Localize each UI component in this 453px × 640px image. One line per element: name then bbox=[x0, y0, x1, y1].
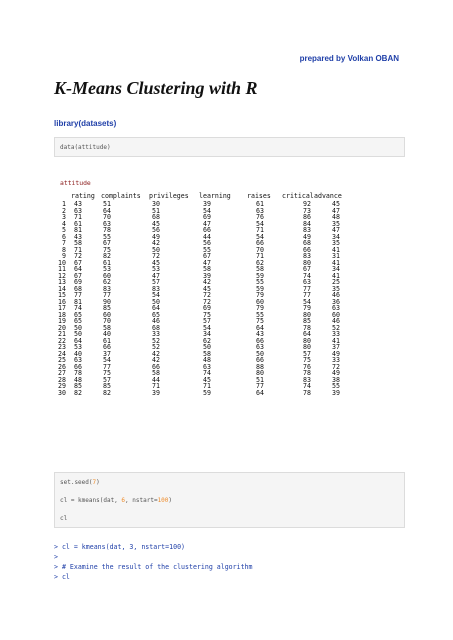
table-cell: 86 bbox=[303, 213, 311, 221]
row-index: 10 bbox=[58, 258, 66, 267]
table-cell: 71 bbox=[74, 213, 82, 221]
table-cell: 57 bbox=[103, 375, 111, 384]
table-header-cell: privileges bbox=[149, 192, 189, 200]
row-index: 11 bbox=[58, 265, 66, 273]
table-cell: 54 bbox=[303, 297, 311, 306]
table-cell: 71 bbox=[203, 382, 211, 390]
table-cell: 88 bbox=[256, 362, 264, 371]
table-cell: 33 bbox=[332, 356, 340, 364]
table-cell: 42 bbox=[152, 356, 160, 364]
table-cell: 57 bbox=[303, 349, 311, 358]
table-cell: 78 bbox=[303, 369, 311, 377]
row-index: 23 bbox=[58, 343, 66, 351]
console-line: > cl = kmeans(dat, 3, nstart=100) bbox=[54, 543, 186, 551]
table-cell: 40 bbox=[103, 330, 111, 338]
table-cell: 58 bbox=[203, 265, 211, 273]
row-index: 14 bbox=[58, 284, 66, 293]
table-cell: 74 bbox=[203, 369, 211, 377]
table-cell: 50 bbox=[74, 330, 82, 338]
table-cell: 49 bbox=[152, 232, 160, 241]
table-cell: 74 bbox=[74, 304, 82, 312]
table-cell: 66 bbox=[256, 356, 264, 364]
table-cell: 66 bbox=[303, 245, 311, 254]
table-cell: 62 bbox=[203, 336, 211, 345]
table-header-cell: complaints bbox=[101, 192, 141, 200]
row-index: 17 bbox=[58, 304, 66, 312]
table-cell: 58 bbox=[74, 239, 82, 247]
table-cell: 60 bbox=[332, 310, 340, 319]
table-cell: 53 bbox=[103, 265, 111, 273]
code-kmeans-a: cl = kmeans(dat, bbox=[60, 497, 122, 504]
table-cell: 41 bbox=[332, 245, 340, 254]
table-cell: 49 bbox=[332, 369, 340, 377]
table-cell: 56 bbox=[152, 226, 160, 234]
table-cell: 64 bbox=[256, 323, 264, 332]
table-cell: 25 bbox=[332, 278, 340, 286]
table-cell: 77 bbox=[74, 291, 82, 299]
row-index: 16 bbox=[58, 297, 66, 306]
table-cell: 63 bbox=[203, 362, 211, 371]
row-index: 5 bbox=[62, 226, 66, 234]
table-cell: 43 bbox=[256, 330, 264, 338]
table-cell: 75 bbox=[203, 310, 211, 319]
table-cell: 77 bbox=[103, 291, 111, 299]
table-cell: 60 bbox=[103, 271, 111, 280]
table-cell: 71 bbox=[152, 382, 160, 390]
table-cell: 34 bbox=[332, 265, 340, 273]
table-cell: 54 bbox=[203, 323, 211, 332]
table-cell: 49 bbox=[303, 232, 311, 241]
table-cell: 55 bbox=[103, 232, 111, 241]
table-cell: 65 bbox=[74, 310, 82, 319]
row-index: 24 bbox=[58, 349, 66, 358]
table-cell: 92 bbox=[303, 200, 311, 208]
table-cell: 80 bbox=[303, 343, 311, 351]
page-title: K-Means Clustering with R bbox=[54, 78, 258, 98]
table-cell: 79 bbox=[303, 304, 311, 312]
table-cell: 68 bbox=[74, 284, 82, 293]
table-cell: 69 bbox=[203, 304, 211, 312]
console-line: > # Examine the result of the clustering algorithm bbox=[54, 563, 253, 571]
table-cell: 47 bbox=[332, 226, 340, 234]
table-cell: 64 bbox=[103, 206, 111, 215]
table-cell: 33 bbox=[332, 330, 340, 338]
table-cell: 49 bbox=[332, 349, 340, 358]
table-cell: 67 bbox=[74, 271, 82, 280]
table-cell: 48 bbox=[74, 375, 82, 384]
table-cell: 82 bbox=[103, 252, 111, 260]
table-cell: 63 bbox=[256, 343, 264, 351]
table-cell: 72 bbox=[332, 362, 340, 371]
table-cell: 42 bbox=[152, 349, 160, 358]
row-index: 30 bbox=[58, 388, 66, 397]
table-cell: 50 bbox=[203, 343, 211, 351]
table-header-cell: rating bbox=[71, 192, 95, 200]
table-cell: 71 bbox=[256, 252, 264, 260]
row-index: 12 bbox=[58, 271, 66, 280]
table-header-cell: raises bbox=[247, 192, 271, 200]
table-cell: 63 bbox=[74, 356, 82, 364]
row-index: 28 bbox=[58, 375, 66, 384]
table-cell: 31 bbox=[332, 252, 340, 260]
table-cell: 35 bbox=[332, 284, 340, 293]
table-cell: 58 bbox=[256, 265, 264, 273]
table-cell: 66 bbox=[203, 226, 211, 234]
table-cell: 58 bbox=[103, 323, 111, 332]
table-cell: 50 bbox=[152, 297, 160, 306]
table-cell: 67 bbox=[74, 258, 82, 267]
table-cell: 77 bbox=[303, 284, 311, 293]
table-cell: 79 bbox=[256, 304, 264, 312]
table-cell: 64 bbox=[256, 388, 264, 397]
table-cell: 67 bbox=[103, 239, 111, 247]
table-cell: 85 bbox=[303, 317, 311, 325]
table-cell: 41 bbox=[332, 271, 340, 280]
table-cell: 50 bbox=[256, 349, 264, 358]
table-cell: 66 bbox=[103, 343, 111, 351]
row-index: 26 bbox=[58, 362, 66, 371]
table-cell: 51 bbox=[256, 375, 264, 384]
table-cell: 72 bbox=[203, 291, 211, 299]
row-index: 3 bbox=[62, 213, 66, 221]
table-cell: 75 bbox=[103, 245, 111, 254]
table-cell: 55 bbox=[332, 382, 340, 390]
table-cell: 64 bbox=[152, 304, 160, 312]
table-cell: 83 bbox=[303, 252, 311, 260]
table-cell: 39 bbox=[203, 271, 211, 280]
row-index: 6 bbox=[62, 232, 66, 241]
table-cell: 30 bbox=[152, 200, 160, 208]
table-cell: 35 bbox=[332, 239, 340, 247]
table-cell: 76 bbox=[256, 213, 264, 221]
table-cell: 57 bbox=[203, 317, 211, 325]
table-cell: 45 bbox=[152, 219, 160, 228]
table-cell: 59 bbox=[256, 284, 264, 293]
table-cell: 43 bbox=[74, 200, 82, 208]
table-cell: 60 bbox=[103, 310, 111, 319]
table-cell: 54 bbox=[256, 219, 264, 228]
table-cell: 38 bbox=[332, 375, 340, 384]
table-cell: 41 bbox=[332, 336, 340, 345]
table-cell: 68 bbox=[303, 239, 311, 247]
table-cell: 53 bbox=[152, 265, 160, 273]
console-output bbox=[54, 542, 253, 582]
table-cell: 77 bbox=[103, 362, 111, 371]
table-cell: 77 bbox=[303, 291, 311, 299]
table-cell: 35 bbox=[332, 219, 340, 228]
table-cell: 52 bbox=[152, 343, 160, 351]
row-index: 8 bbox=[62, 245, 66, 254]
table-cell: 59 bbox=[203, 388, 211, 397]
table-cell: 65 bbox=[74, 317, 82, 325]
table-cell: 40 bbox=[74, 349, 82, 358]
row-index: 29 bbox=[58, 382, 66, 390]
table-cell: 67 bbox=[203, 252, 211, 260]
table-cell: 78 bbox=[303, 323, 311, 332]
table-cell: 67 bbox=[303, 265, 311, 273]
table-cell: 54 bbox=[152, 291, 160, 299]
table-cell: 48 bbox=[203, 356, 211, 364]
table-cell: 78 bbox=[103, 226, 111, 234]
table-cell: 66 bbox=[152, 362, 160, 371]
table-cell: 55 bbox=[256, 278, 264, 286]
table-cell: 34 bbox=[332, 232, 340, 241]
table-cell: 54 bbox=[103, 356, 111, 364]
table-cell: 80 bbox=[303, 336, 311, 345]
table-cell: 44 bbox=[152, 375, 160, 384]
table-cell: 48 bbox=[332, 213, 340, 221]
table-cell: 80 bbox=[303, 310, 311, 319]
code-block-kmeans bbox=[54, 472, 405, 528]
table-cell: 61 bbox=[256, 200, 264, 208]
table-cell: 50 bbox=[74, 323, 82, 332]
table-cell: 58 bbox=[203, 349, 211, 358]
table-cell: 75 bbox=[103, 369, 111, 377]
table-cell: 34 bbox=[203, 330, 211, 338]
table-cell: 61 bbox=[103, 336, 111, 345]
table-cell: 73 bbox=[303, 206, 311, 215]
table-cell: 68 bbox=[152, 213, 160, 221]
table-header-cell: critical bbox=[282, 192, 314, 200]
row-index: 20 bbox=[58, 323, 66, 332]
table-cell: 72 bbox=[203, 297, 211, 306]
table-cell: 83 bbox=[152, 284, 160, 293]
table-cell: 77 bbox=[256, 382, 264, 390]
table-cell: 51 bbox=[152, 206, 160, 215]
console-line: > cl bbox=[54, 573, 70, 581]
table-cell: 51 bbox=[103, 200, 111, 208]
code-line: data(attitude) bbox=[60, 144, 111, 151]
table-cell: 63 bbox=[303, 278, 311, 286]
table-cell: 76 bbox=[303, 362, 311, 371]
table-cell: 46 bbox=[332, 291, 340, 299]
table-cell: 54 bbox=[256, 232, 264, 241]
row-index: 1 bbox=[62, 200, 66, 208]
table-cell: 52 bbox=[332, 323, 340, 332]
table-cell: 45 bbox=[203, 375, 211, 384]
table-cell: 65 bbox=[152, 310, 160, 319]
table-cell: 42 bbox=[203, 278, 211, 286]
table-cell: 45 bbox=[332, 200, 340, 208]
table-cell: 82 bbox=[74, 388, 82, 397]
table-cell: 33 bbox=[152, 330, 160, 338]
table-cell: 66 bbox=[74, 362, 82, 371]
table-cell: 61 bbox=[103, 258, 111, 267]
code-kmeans-k: 6 bbox=[121, 497, 126, 504]
code-kmeans-nstart: 100 bbox=[157, 497, 169, 504]
table-cell: 75 bbox=[303, 356, 311, 364]
table-cell: 54 bbox=[203, 206, 211, 215]
table-cell: 63 bbox=[103, 219, 111, 228]
table-cell: 47 bbox=[203, 258, 211, 267]
table-cell: 58 bbox=[152, 369, 160, 377]
table-cell: 42 bbox=[152, 239, 160, 247]
table-cell: 70 bbox=[103, 317, 111, 325]
table-cell: 72 bbox=[74, 252, 82, 260]
table-cell: 36 bbox=[332, 297, 340, 306]
table-cell: 68 bbox=[152, 323, 160, 332]
row-index: 15 bbox=[58, 291, 66, 299]
table-cell: 80 bbox=[256, 369, 264, 377]
row-index: 25 bbox=[58, 356, 66, 364]
table-cell: 39 bbox=[332, 388, 340, 397]
table-cell: 70 bbox=[103, 213, 111, 221]
table-cell: 74 bbox=[303, 271, 311, 280]
table-cell: 64 bbox=[74, 265, 82, 273]
table-cell: 85 bbox=[103, 382, 111, 390]
table-cell: 71 bbox=[74, 245, 82, 254]
code-line-cl: cl bbox=[60, 515, 68, 522]
row-index: 4 bbox=[62, 219, 66, 228]
table-cell: 66 bbox=[256, 336, 264, 345]
table-cell: 85 bbox=[74, 382, 82, 390]
table-cell: 69 bbox=[74, 278, 82, 286]
table-cell: 74 bbox=[303, 382, 311, 390]
table-cell: 78 bbox=[74, 369, 82, 377]
table-cell: 66 bbox=[256, 239, 264, 247]
table-cell: 64 bbox=[74, 336, 82, 345]
table-cell: 47 bbox=[332, 206, 340, 215]
table-cell: 37 bbox=[332, 343, 340, 351]
table-cell: 63 bbox=[332, 304, 340, 312]
table-header-cell: learning bbox=[199, 192, 231, 200]
table-cell: 83 bbox=[303, 375, 311, 384]
row-index: 19 bbox=[58, 317, 66, 325]
row-index: 18 bbox=[58, 310, 66, 319]
table-cell: 61 bbox=[74, 219, 82, 228]
table-cell: 39 bbox=[152, 388, 160, 397]
table-cell: 46 bbox=[152, 317, 160, 325]
table-cell: 57 bbox=[152, 278, 160, 286]
table-cell: 79 bbox=[256, 291, 264, 299]
table-cell: 69 bbox=[203, 213, 211, 221]
table-cell: 60 bbox=[256, 297, 264, 306]
code-line-kmeans: cl = kmeans(dat, 6, nstart=100) bbox=[60, 497, 173, 504]
table-cell: 81 bbox=[74, 226, 82, 234]
table-cell: 63 bbox=[256, 206, 264, 215]
table-cell: 41 bbox=[332, 258, 340, 267]
code-line-seed: set.seed(7) bbox=[60, 479, 100, 486]
table-cell: 59 bbox=[256, 271, 264, 280]
output-dataset-name: attitude bbox=[60, 179, 91, 187]
table-cell: 39 bbox=[203, 200, 211, 208]
table-cell: 50 bbox=[152, 245, 160, 254]
table-cell: 53 bbox=[74, 343, 82, 351]
table-cell: 55 bbox=[203, 245, 211, 254]
table-cell: 81 bbox=[74, 297, 82, 306]
table-cell: 62 bbox=[256, 258, 264, 267]
table-cell: 82 bbox=[103, 388, 111, 397]
table-cell: 62 bbox=[103, 278, 111, 286]
table-cell: 47 bbox=[203, 219, 211, 228]
table-cell: 75 bbox=[256, 317, 264, 325]
table-cell: 55 bbox=[256, 310, 264, 319]
table-cell: 70 bbox=[256, 245, 264, 254]
table-cell: 52 bbox=[152, 336, 160, 345]
table-cell: 83 bbox=[303, 226, 311, 234]
table-cell: 46 bbox=[332, 317, 340, 325]
table-cell: 45 bbox=[152, 258, 160, 267]
table-cell: 43 bbox=[74, 232, 82, 241]
table-cell: 44 bbox=[203, 232, 211, 241]
table-cell: 83 bbox=[103, 284, 111, 293]
library-call: library(datasets) bbox=[54, 119, 117, 128]
author-credit: prepared by Volkan OBAN bbox=[299, 54, 399, 63]
code-block-data bbox=[54, 137, 405, 157]
table-cell: 72 bbox=[152, 252, 160, 260]
table-cell: 56 bbox=[203, 239, 211, 247]
row-index: 13 bbox=[58, 278, 66, 286]
row-index: 9 bbox=[62, 252, 66, 260]
row-index: 22 bbox=[58, 336, 66, 345]
table-cell: 37 bbox=[103, 349, 111, 358]
row-index: 27 bbox=[58, 369, 66, 377]
table-header-cell: advance bbox=[314, 192, 342, 200]
table-cell: 64 bbox=[303, 330, 311, 338]
table-cell: 63 bbox=[74, 206, 82, 215]
table-cell: 84 bbox=[303, 219, 311, 228]
code-seed-fn: set.seed( bbox=[60, 479, 93, 486]
table-cell: 47 bbox=[152, 271, 160, 280]
table-cell: 80 bbox=[303, 258, 311, 267]
row-index: 2 bbox=[62, 206, 66, 215]
table-cell: 78 bbox=[303, 388, 311, 397]
console-line: > bbox=[54, 553, 58, 561]
table-cell: 85 bbox=[103, 304, 111, 312]
table-cell: 71 bbox=[256, 226, 264, 234]
row-index: 7 bbox=[62, 239, 66, 247]
table-cell: 45 bbox=[203, 284, 211, 293]
row-index: 21 bbox=[58, 330, 66, 338]
table-cell: 90 bbox=[103, 297, 111, 306]
code-seed-num: 7 bbox=[92, 479, 97, 486]
